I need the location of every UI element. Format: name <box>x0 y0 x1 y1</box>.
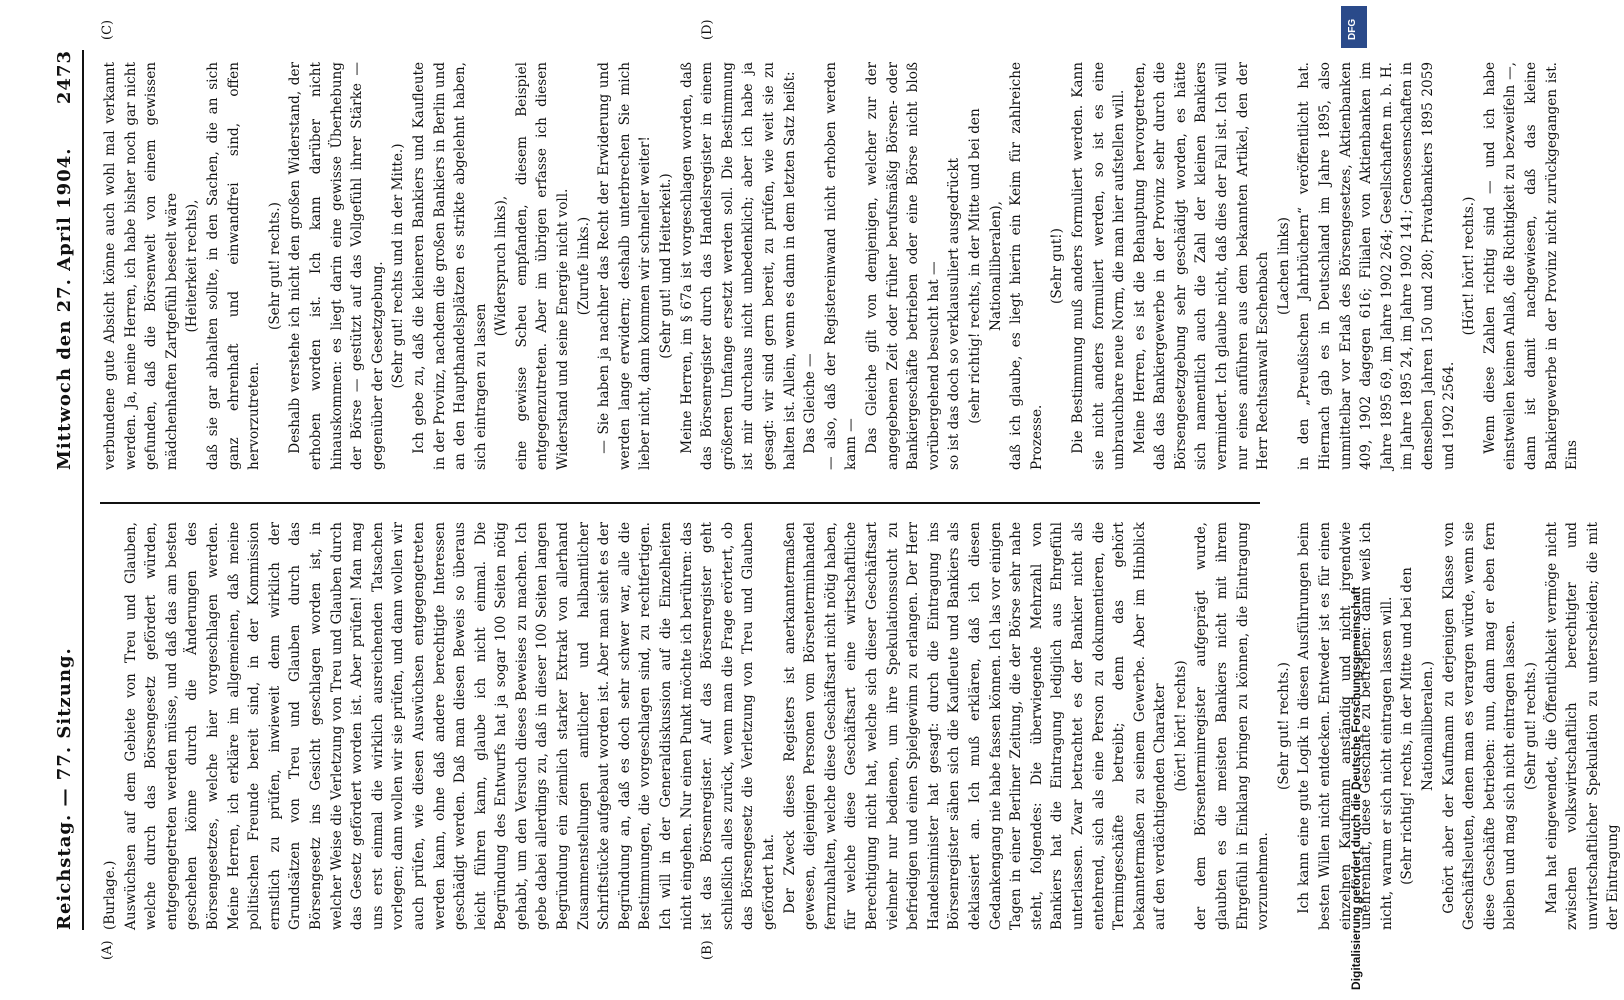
paragraph: so ist das doch so verklausuliert ausgedrückt <box>946 157 963 470</box>
interjection: (sehr richtig! rechts, in der Mitte und bei den Nationalliberalen), <box>966 108 1004 424</box>
interjection: (Sehr gut! rechts und in der Mitte.) <box>390 143 407 389</box>
paragraph: Meine Herren, im § 67a ist vorgeschlagen worden, daß das Börsenregister durch das Handelsregister in einem größeren Umfange ersetzt werden soll. Die Bestimmung ist mir durchaus nicht unbedenklich; aber ich habe ja gesagt: wir sind gern bereit, zu prüfen, wie weit sie zu halten ist. Allein, wenn es dann in dem letzten Satz heißt: <box>678 62 798 470</box>
margin-marker-a: (A) <box>100 940 115 960</box>
header-date: Mittwoch den 27. April 1904. <box>54 147 75 470</box>
paragraph: Ich kann eine gute Logik in diesen Ausführungen beim besten Willen nicht entdecken. Entweder ist es für einen einzelnen Kaufmann anständig und nicht irgendwie unehrenhaft, diese Geschäfte zu betreiben: dann weiß ich nicht, warum er sich nicht eintragen lassen will. <box>1296 522 1395 930</box>
paragraph: eine gewisse Scheu empfanden, diesem Beispiel entgegenzutreten. Aber im übrigen erfasse ich diesen Widerstand und seine Energie nicht voll. <box>513 62 572 470</box>
interjection: (Sehr gut! rechts.) <box>266 202 283 330</box>
paragraph: in den „Preußischen Jahrbüchern“ veröffentlicht hat. Hiernach gab es in Deutschland im Jahre 1895, also unmittelbar vor Erlaß des Börsengesetzes, Aktienbanken 409, 1902 dagegen 616; Filialen von Aktienbanken im Jahre 1895 69, im Jahre 1902 264; Gesellschaften m. b. H. im Jahre 1895 24, im Jahre 1902 141; Genossenschaften in denselben Jahren 150 und 280; Privatbankiers 1895 2059 und 1902 2564. <box>1296 62 1457 470</box>
paragraph: Wenn diese Zahlen richtig sind — und ich habe einstweilen keinen Anlaß, die Richtigkeit zu bezweifeln —, dann ist damit nachgewiesen, daß das kleine Bankiergewerbe in der Provinz nicht zurückgegangen ist. Eins <box>1481 62 1581 470</box>
interjection: (Heiterkeit rechts), <box>184 199 201 333</box>
paragraph: — also, daß der Registereinwand nicht erhoben werden kann — <box>822 62 860 470</box>
paragraph: verbundene gute Absicht könne auch wohl mal verkannt werden. Ja, meine Herren, ich habe bisher noch gar nicht gefunden, daß die Börsenwelt von einem gewissen mädchenhaften Zartgefühl beseelt wäre <box>102 62 180 470</box>
margin-marker-c: (C) <box>100 19 115 40</box>
dfg-logo-text: DFG <box>1347 18 1358 40</box>
interjection: (Sehr gut! und Heiterkeit.) <box>658 173 675 359</box>
interjection: (hört! hört! rechts) <box>1172 660 1189 792</box>
quote: Das Gleiche — <box>802 353 819 454</box>
margin-marker-d: (D) <box>700 19 715 40</box>
paragraph: — Sie haben ja nachher das Recht der Erwiderung und werden lange erwidern; deshalb unterbrechen Sie mich lieber nicht, dann kommen wir schneller weiter! <box>596 62 654 470</box>
interjection: (Sehr gut! rechts.) <box>1275 662 1292 790</box>
header-left: Reichstag. — 77. Sitzung. <box>54 647 75 930</box>
interjection: (Sehr gut! rechts.) <box>1522 662 1539 790</box>
interjection: (Hört! hört! rechts.) <box>1461 196 1478 336</box>
paragraph: Gehört aber der Kaufmann zu derjenigen Klasse von Geschäftsleuten, denen man es verargen würde, wenn sie diese Geschäfte betrieben: nun, dann mag er eben fern bleiben und mag sich nicht eintragen lassen. <box>1440 522 1519 930</box>
interjection: (Zurufe links.) <box>575 216 592 316</box>
margin-marker-b: (B) <box>700 940 715 960</box>
paragraph: Der Zweck dieses Registers ist anerkanntermaßen gewesen, diejenigen Personen vom Börsenterminhandel fernzuhalten, welche diese Geschäftsart nicht nötig haben, für welche diese Geschäftsart eine wirtschaftliche Berechtigung nicht hat, welche sich dieser Geschäftsart vielmehr nur bedienen, um ihre Spekulationssucht zu befriedigen und einen Spielgewinn zu erlangen. Der Herr Handelsminister hat gesagt: durch die Eintragung ins Börsenregister sähen sich die Kaufleute und Bankiers als deklassiert an. Ich muß erklären, daß ich diesen Gedankengang nie habe fassen können. Ich las vor einigen Tagen in einer Berliner Zeitung, die der Börse sehr nahe steht, folgendes: Die überwiegende Mehrzahl von Bankiers hat die Eintragung lediglich aus Ehrgefühl unterlassen. Zwar betrachtet es der Bankier nicht als entehrend, sich als eine Person zu dokumentieren, die Termingeschäfte betreibt; denn das gehört bekanntermaßen zu seinem Gewerbe. Aber im Hinblick auf den verdächtigenden Charakter <box>781 522 1169 930</box>
column-divider <box>100 502 1260 504</box>
digitization-note <box>1337 0 1377 1000</box>
paragraph: daß sie gar abhalten sollte, in den Sachen, die an sich ganz ehrenhaft und einwandfrei sind, offen hervorzutreten. <box>204 62 263 470</box>
paragraph: der dem Börsenterminregister aufgeprägt wurde, glaubten es die meisten Bankiers nicht mit ihrem Ehrgefühl in Einklang bringen zu können, die Eintragung vorzunehmen. <box>1193 522 1272 930</box>
paragraph: Meine Herren, es ist die Behauptung hervorgetreten, daß das Bankiergewerbe in der Provinz sehr durch die Börsengesetzgebung sehr geschädigt worden, es hätte sich namentlich auch die Zahl der kleinen Bankiers vermindert. Ich glaube nicht, daß dies der Fall ist. Ich will nur eines anführen aus dem bekannten Artikel, den der Herr Rechtsanwalt Eschenbach <box>1131 62 1272 470</box>
paragraph: Man hat eingewendet, die Öffentlichkeit vermöge nicht zwischen volkswirtschaftlich berechtigter und unwirtschaftlicher Spekulation zu unterscheiden; die mit der Eintragung <box>1543 522 1622 930</box>
interjection: (Sehr richtig! rechts, in der Mitte und bei den Nationalliberalen.) <box>1399 567 1436 885</box>
interjection: (Lachen links) <box>1275 217 1292 315</box>
paragraph: Die Bestimmung muß anders formuliert werden. Kann sie nicht anders formuliert werden, so ist es eine unbrauchbare neue Norm, die man hier aufstellen will. <box>1069 62 1128 470</box>
interjection: (Sehr gut!) <box>1049 228 1066 304</box>
paragraph: Auswüchsen auf dem Gebiete von Treu und Glauben, welche durch das Börsengesetz gefördert würden, entgegengetreten werden müsse, und daß das am besten geschehen könne durch die Änderungen des Börsengesetzes, welche hier vorgeschlagen werden. Meine Herren, ich erkläre im allgemeinen, daß meine politischen Freunde bereit sind, in der Kommission ernstlich zu prüfen, inwieweit denn wirklich der Grundsätzen von Treu und Glauben durch das Börsengesetz ins Gesicht geschlagen worden ist, in welcher Weise die Verletzung von Treu und Glauben durch das Gesetz gefördert worden ist. Aber prüfen! Man mag uns erst einmal die wirklich ausreichenden Tatsachen vorlegen; dann wollen wir sie prüfen, und dann wollen wir auch prüfen, wie diesen Auswüchsen entgegengetreten werden kann, ohne daß andere berechtigte Interessen geschädigt werden. Daß man diesen Beweis so überaus leicht führen kann, glaube ich nicht einmal. Die Begründung des Entwurfs hat ja sogar 100 Seiten nötig gehabt, um den Versuch dieses Beweises zu machen. Ich gebe dabei allerdings zu, daß in dieser 100 Seiten langen Begründung ein ziemlich starker Extrakt von allerhand Zusammenstellungen amtlicher und halbamtlicher Schriftstücke aufgebaut worden ist. Aber man sieht es der Begründung an, daß es doch sehr schwer war, alle die Bestimmungen, die vorgeschlagen sind, zu rechtfertigen. Ich will in der Generaldiskussion auf die Einzelheiten nicht eingehen. Nur einen Punkt möchte ich berühren: das ist das Börsenregister. Auf das Börsenregister geht schließlich alles zurück, wenn man die Frage erörtert, ob das Börsengesetz die Verletzung von Treu und Glauben gefördert hat. <box>122 522 777 930</box>
digitization-text: Digitalisierung gefördert durch die Deutsche Forschungsgemeinschaft <box>1349 586 1363 990</box>
paragraph: Deshalb verstehe ich nicht den großen Widerstand, der erhoben worden ist. Ich kann darüber nicht hinauskommen: es liegt darin eine gewisse Überhebung der Börse — gestützt auf das Vollgefühl ihrer Stärke — gegenüber der Gesetzgebung. <box>287 62 386 470</box>
right-column <box>100 62 1581 470</box>
quote: Das Gleiche gilt von demjenigen, welcher zur der angegebenen Zeit oder früher berufsmäßig Börsen- oder Bankiergeschäfte betrieben oder eine Börse nicht bloß vorübergehend besucht hat — <box>863 62 942 470</box>
dfg-logo <box>1341 6 1367 48</box>
page-header <box>48 50 84 930</box>
page-number: 2473 <box>54 50 75 105</box>
speaker-label: (Burlage.) <box>102 860 118 930</box>
paragraph: daß ich glaube, es liegt hierin ein Keim für zahlreiche Prozesse. <box>1008 62 1045 470</box>
interjection: (Widerspruch links), <box>493 195 510 337</box>
paragraph: Ich gebe zu, daß die kleineren Bankiers und Kaufleute in der Provinz, nachdem die großen Bankiers in Berlin und an den Haupthandelsplätzen es strikte abgelehnt haben, sich eintragen zu lassen <box>410 62 489 470</box>
